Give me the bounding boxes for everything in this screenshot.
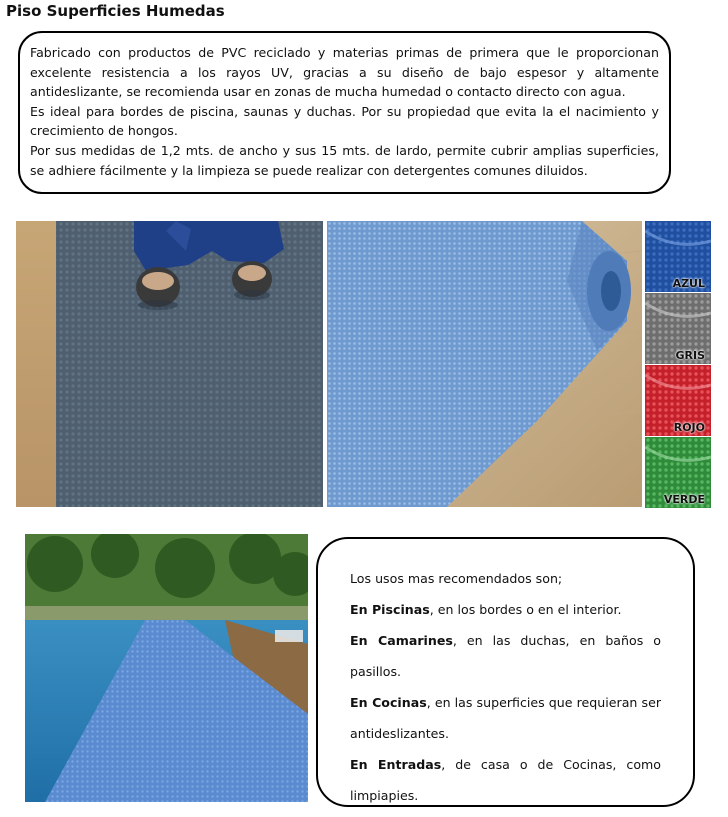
page-title: Piso Superficies Humedas bbox=[6, 2, 225, 20]
color-swatch-blue bbox=[645, 221, 711, 292]
use-item bbox=[350, 749, 661, 811]
use-item bbox=[350, 687, 661, 749]
description-box bbox=[18, 31, 671, 194]
use-text: , en los bordes o en el interior. bbox=[429, 602, 622, 617]
pool-photo bbox=[25, 534, 308, 802]
color-swatch-gray bbox=[645, 293, 711, 364]
use-term: En Camarines bbox=[350, 633, 453, 648]
use-text: , en las superficies que requieran ser antideslizantes. bbox=[350, 695, 661, 741]
color-swatch-red bbox=[645, 365, 711, 436]
color-swatch-green bbox=[645, 437, 711, 508]
description-paragraph: Es ideal para bordes de piscina, saunas y duchas. Por su propiedad que evita la el nacimiento y crecimiento de hongos. bbox=[30, 103, 659, 139]
uses-box bbox=[316, 537, 695, 807]
mat-floor-photo bbox=[16, 221, 323, 507]
description-paragraph: Fabricado con productos de PVC reciclado y materias primas de primera que le proporcionan excelente resistencia a los rayos UV, gracias a su diseño de bajo espesor y altamente antideslizante, se recomienda usar en zonas de mucha humedad o contacto directo con agua. bbox=[30, 45, 659, 100]
uses-intro: Los usos mas recomendados son; bbox=[350, 571, 563, 586]
color-label: GRIS bbox=[675, 349, 705, 362]
use-term: En Entradas bbox=[350, 757, 442, 772]
use-item bbox=[350, 625, 661, 687]
use-term: En Cocinas bbox=[350, 695, 427, 710]
use-text: , en las duchas, en baños o pasillos. bbox=[350, 633, 661, 679]
mat-roll-photo bbox=[327, 221, 642, 507]
description-paragraph: Por sus medidas de 1,2 mts. de ancho y sus 15 mts. de lardo, permite cubrir amplias superficies, se adhiere fácilmente y la limpieza se puede realizar con detergentes comunes diluidos. bbox=[30, 142, 659, 178]
use-item bbox=[350, 594, 661, 625]
color-label: ROJO bbox=[673, 421, 705, 434]
use-text: , de casa o de Cocinas, como limpiapies. bbox=[350, 757, 661, 803]
use-term: En Piscinas bbox=[350, 602, 430, 617]
color-label: VERDE bbox=[663, 493, 705, 506]
color-label: AZUL bbox=[672, 277, 705, 290]
